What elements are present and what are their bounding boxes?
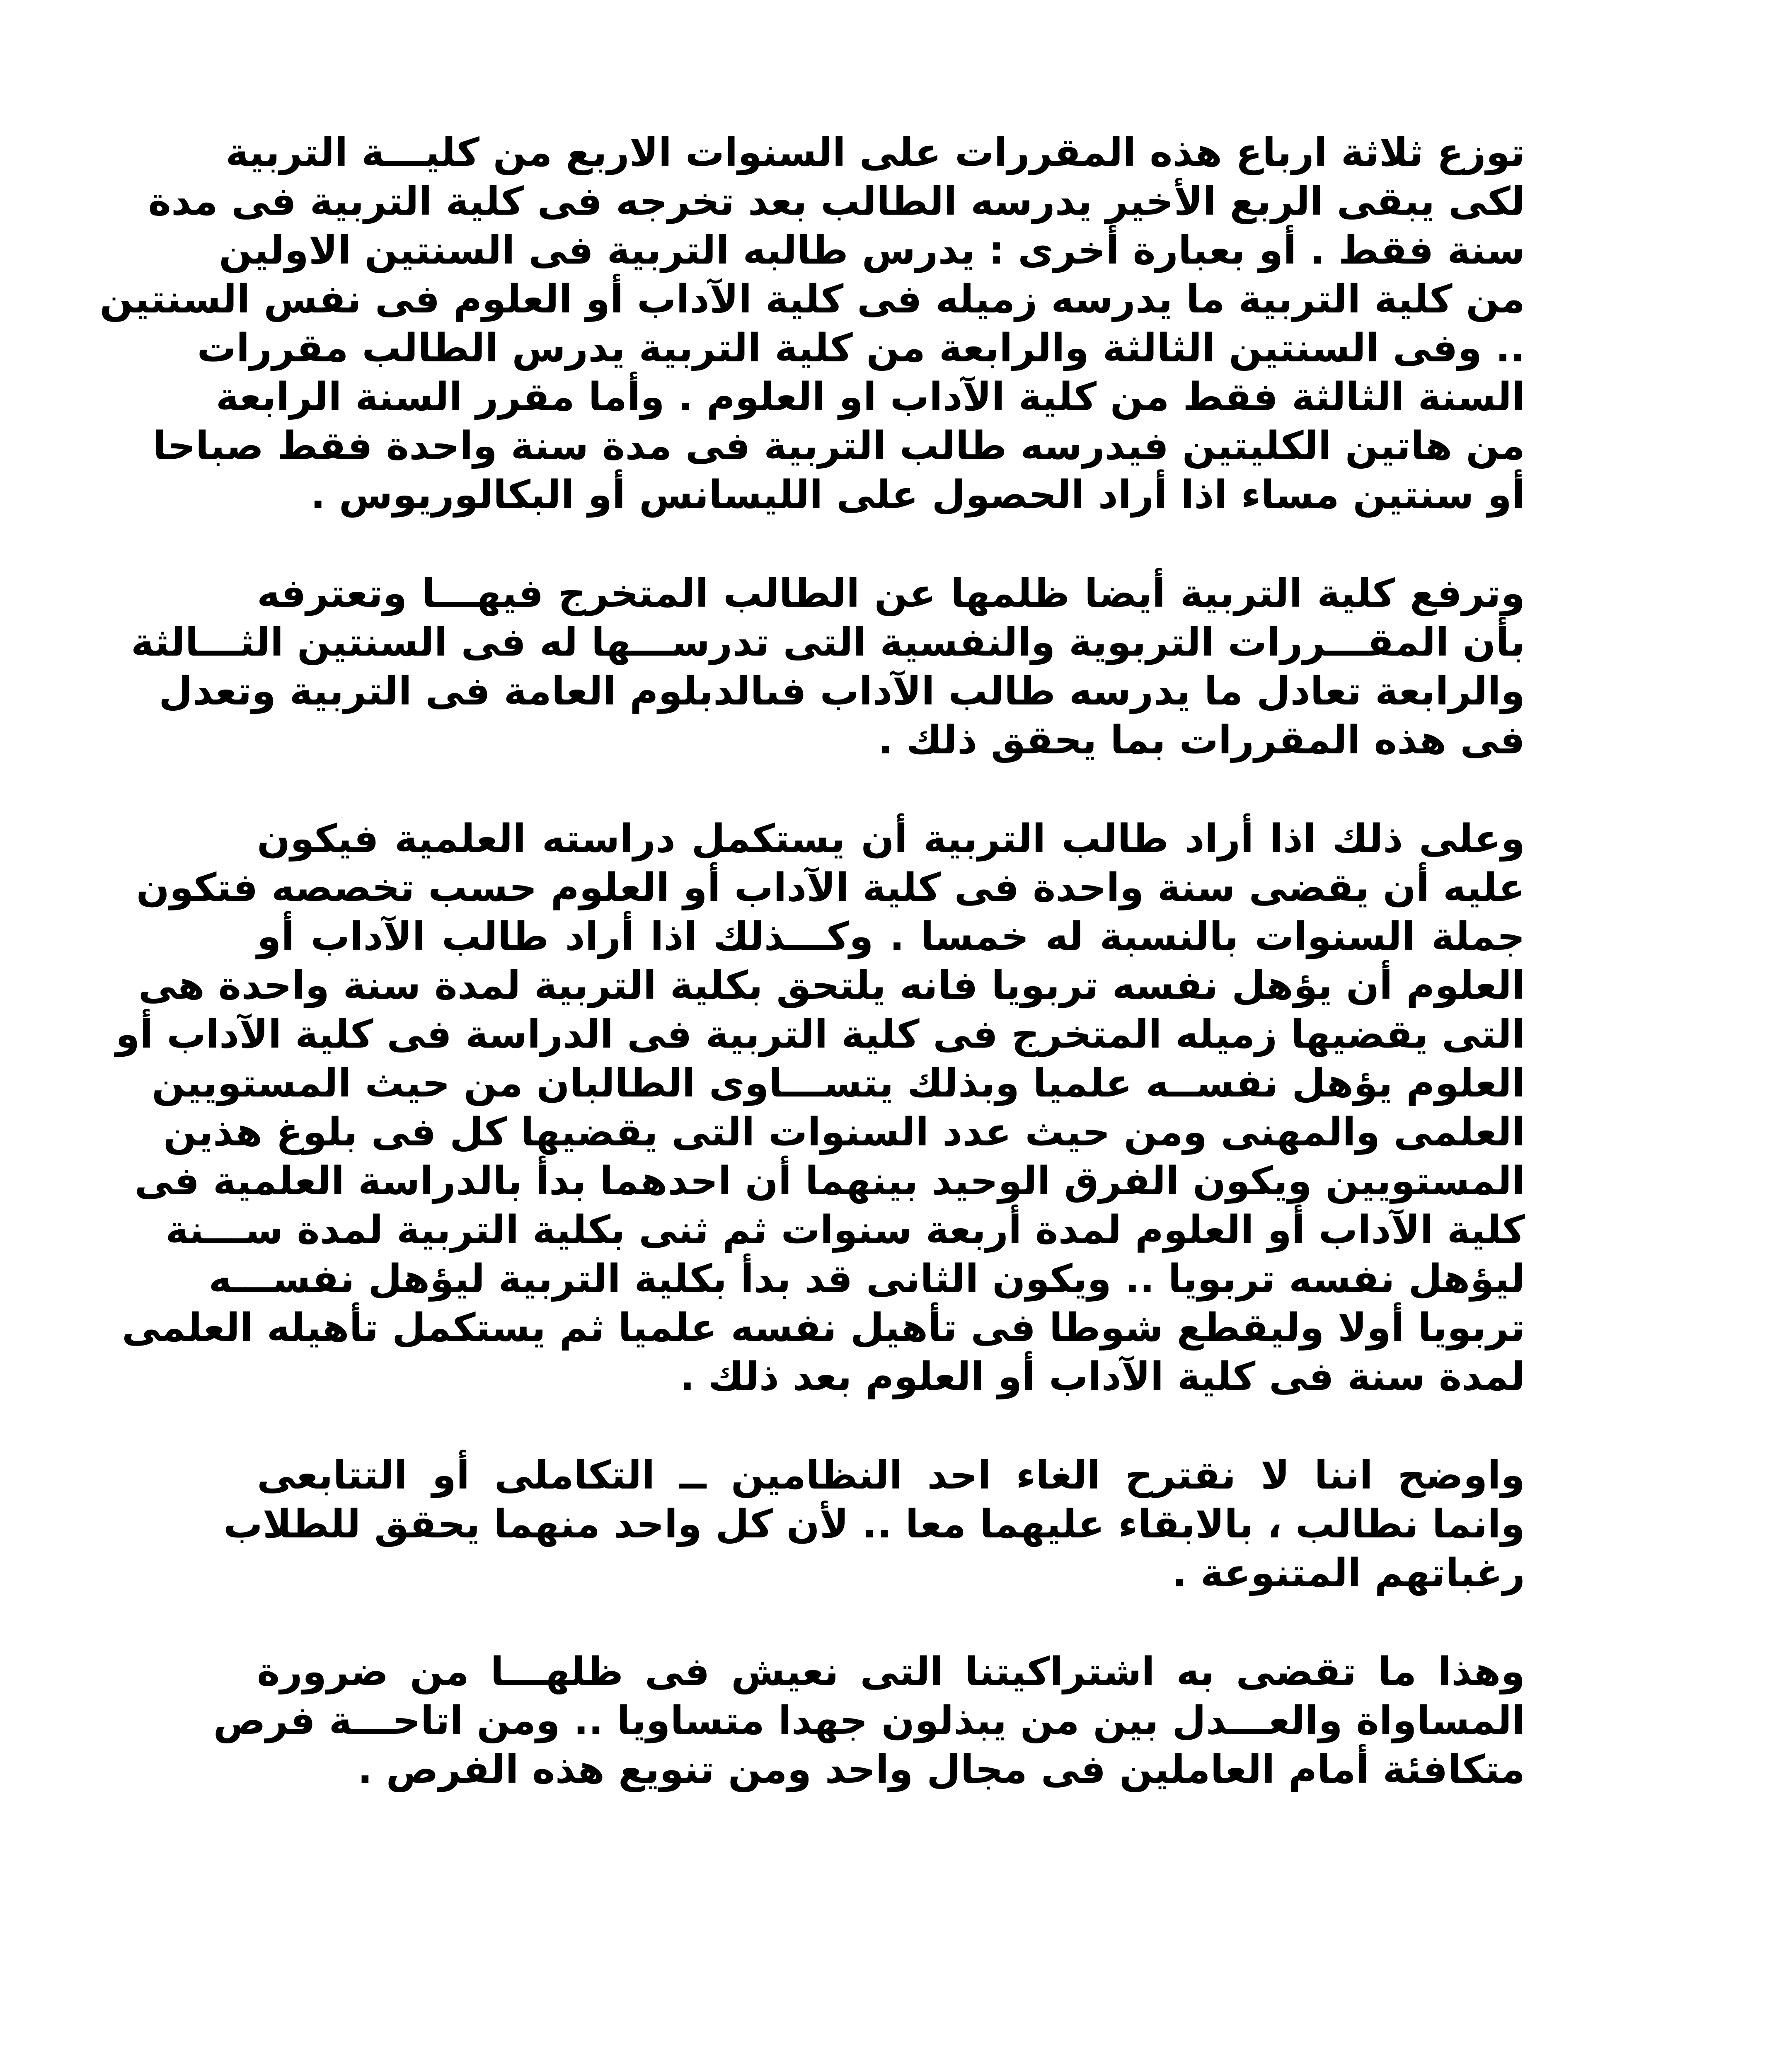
text-line: والرابعة تعادل ما يدرسه طالب الآداب فىالدبلوم العامة فى التربية وتعدل: [159, 669, 1525, 714]
text-line: العلوم أن يؤهل نفسه تربويا فانه يلتحق بكلية التربية لمدة سنة واحدة هى: [138, 963, 1525, 1008]
text-line: العلوم يؤهل نفســه علميا وبذلك يتســـاوى الطالبان من حيث المستويين: [152, 1061, 1525, 1106]
text-line: العلمى والمهنى ومن حيث عدد السنوات التى يقضيها كل فى بلوغ هذين: [163, 1110, 1525, 1155]
paragraph-5: [213, 1648, 1525, 1794]
text-line: من كلية التربية ما يدرسه زميله فى كلية الآداب أو العلوم فى نفس السنتين: [99, 277, 1525, 322]
text-line: بأن المقـــررات التربوية والنفسية التى تدرســـها له فى السنتين الثـــالثة: [131, 620, 1525, 665]
paragraph-2: [131, 569, 1525, 765]
text-line: .. وفى السنتين الثالثة والرابعة من كلية التربية يدرس الطالب مقررات: [197, 326, 1525, 371]
text-line: عليه أن يقضى سنة واحدة فى كلية الآداب أو العلوم حسب تخصصه فتكون: [136, 865, 1525, 910]
text-line: واوضح اننا لا نقترح الغاء احد النظامين ــ التكاملى أو التتابعى: [257, 1453, 1525, 1498]
body-text: [99, 128, 1525, 1794]
text-line: لكى يبقى الربع الأخير يدرسه الطالب بعد تخرجه فى كلية التربية فى مدة: [148, 179, 1525, 224]
paragraph-4: [223, 1451, 1525, 1598]
text-line: تربويا أولا وليقطع شوطا فى تأهيل نفسه علميا ثم يستكمل تأهيله العلمى: [121, 1305, 1525, 1351]
text-line: توزع ثلاثة ارباع هذه المقررات على السنوات الاربع من كليـــة التربية: [225, 130, 1525, 175]
text-line: وانما نطالب ، بالابقاء عليهما معا .. لأن كل واحد منهما يحقق للطلاب: [223, 1502, 1525, 1547]
text-line: المساواة والعـــدل بين من يبذلون جهدا متساويا .. ومن اتاحـــة فرص: [213, 1698, 1525, 1743]
text-line: وترفع كلية التربية أيضا ظلمها عن الطالب المتخرج فيهـــا وتعترفه: [257, 571, 1525, 616]
text-line: المستويين ويكون الفرق الوحيد بينهما أن احدهما بدأ بالدراسة العلمية فى: [134, 1159, 1525, 1204]
text-line: متكافئة أمام العاملين فى مجال واحد ومن تنويع هذه الفرص .: [358, 1747, 1525, 1792]
paragraph-3: [115, 815, 1525, 1402]
text-line: ليؤهل نفسه تربويا .. ويكون الثانى قد بدأ بكلية التربية ليؤهل نفســـه: [208, 1256, 1525, 1302]
text-line: جملة السنوات بالنسبة له خمسا . وكـــذلك اذا أراد طالب الآداب أو: [257, 914, 1525, 959]
text-line: وهذا ما تقضى به اشتراكيتنا التى نعيش فى ظلهـــا من ضرورة: [257, 1649, 1525, 1694]
text-line: رغباتهم المتنوعة .: [1172, 1551, 1525, 1596]
text-line: كلية الآداب أو العلوم لمدة أربعة سنوات ثم ثنى بكلية التربية لمدة ســـنة: [165, 1208, 1525, 1253]
text-line: لمدة سنة فى كلية الآداب أو العلوم بعد ذلك .: [680, 1354, 1525, 1399]
text-line: من هاتين الكليتين فيدرسه طالب التربية فى مدة سنة واحدة فقط صباحا: [153, 424, 1525, 469]
text-line: وعلى ذلك اذا أراد طالب التربية أن يستكمل دراسته العلمية فيكون: [257, 816, 1525, 862]
text-line: التى يقضيها زميله المتخرج فى كلية التربية فى الدراسة فى كلية الآداب أو: [115, 1012, 1525, 1057]
text-line: فى هذه المقررات بما يحقق ذلك .: [878, 718, 1525, 763]
paragraph-1: [99, 128, 1525, 520]
text-line: سنة فقط . أو بعبارة أخرى : يدرس طالبه التربية فى السنتين الاولين: [219, 228, 1525, 273]
text-line: أو سنتين مساء اذا أراد الحصول على الليسانس أو البكالوريوس .: [310, 472, 1525, 518]
text-line: السنة الثالثة فقط من كلية الآداب او العلوم . وأما مقرر السنة الرابعة: [215, 375, 1525, 420]
